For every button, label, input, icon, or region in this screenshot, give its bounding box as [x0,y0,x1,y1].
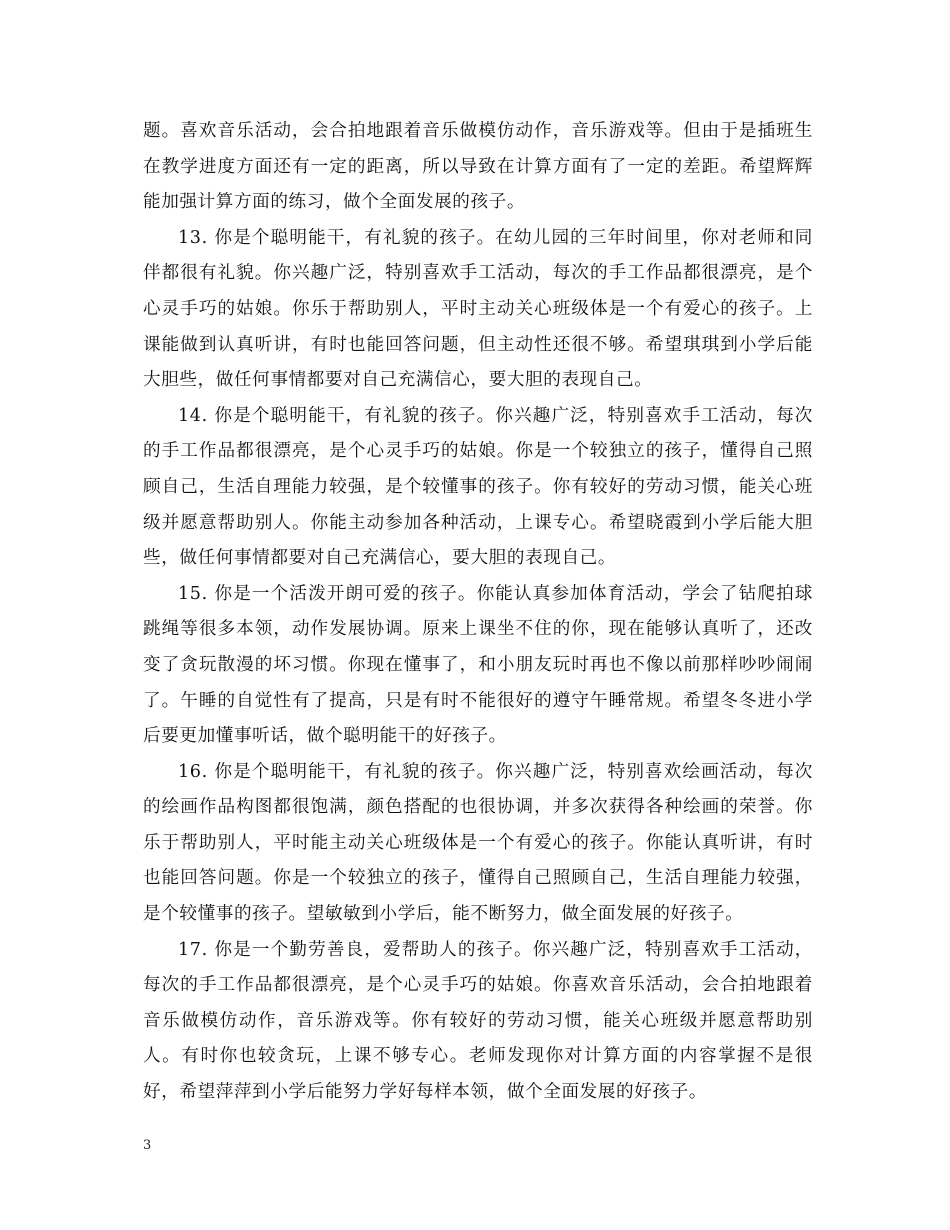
paragraph-continuation: 题。喜欢音乐活动，会合拍地跟着音乐做模仿动作，音乐游戏等。但由于是插班生在教学进度方面还有一定的距离，所以导致在计算方面有了一定的差距。希望辉辉能加强计算方面的练习，做个全面发展的孩子。 [143,121,813,213]
paragraph-15: 15. 你是一个活泼开朗可爱的孩子。你能认真参加体育活动，学会了钻爬拍球跳绳等很多本领，动作发展协调。原来上课坐不住的你，现在能够认真听了，还改变了贪玩散漫的坏习惯。你现在懂事了，和小朋友玩时再也不像以前那样吵吵闹闹了。午睡的自觉性有了提高，只是有时不能很好的遵守午睡常规。希望冬冬进小学后要更加懂事听话，做个聪明能干的好孩子。 [143,583,813,747]
document-body [143,114,813,1111]
page-number: 3 [143,1138,152,1153]
paragraph-13: 13. 你是个聪明能干，有礼貌的孩子。在幼儿园的三年时间里，你对老师和同伴都很有礼貌。你兴趣广泛，特别喜欢手工活动，每次的手工作品都很漂亮，是个心灵手巧的姑娘。你乐于帮助别人，平时主动关心班级体是一个有爱心的孩子。上课能做到认真听讲，有时也能回答问题，但主动性还很不够。希望琪琪到小学后能大胆些，做任何事情都要对自己充满信心，要大胆的表现自己。 [143,227,813,391]
paragraph-17: 17. 你是一个勤劳善良，爱帮助人的孩子。你兴趣广泛，特别喜欢手工活动，每次的手工作品都很漂亮，是个心灵手巧的姑娘。你喜欢音乐活动，会合拍地跟着音乐做模仿动作，音乐游戏等。你有较好的劳动习惯，能关心班级并愿意帮助别人。有时你也较贪玩，上课不够专心。老师发现你对计算方面的内容掌握不是很好，希望萍萍到小学后能努力学好每样本领，做个全面发展的好孩子。 [143,939,813,1103]
paragraph-16: 16. 你是个聪明能干，有礼貌的孩子。你兴趣广泛，特别喜欢绘画活动，每次的绘画作品构图都很饱满，颜色搭配的也很协调，并多次获得各种绘画的荣誉。你乐于帮助别人，平时能主动关心班级体是一个有爱心的孩子。你能认真听讲，有时也能回答问题。你是一个较独立的孩子，懂得自己照顾自己，生活自理能力较强，是个较懂事的孩子。望敏敏到小学后，能不断努力，做全面发展的好孩子。 [143,761,813,925]
paragraph-14: 14. 你是个聪明能干，有礼貌的孩子。你兴趣广泛，特别喜欢手工活动，每次的手工作品都很漂亮，是个心灵手巧的姑娘。你是一个较独立的孩子，懂得自己照顾自己，生活自理能力较强，是个较懂事的孩子。你有较好的劳动习惯，能关心班级并愿意帮助别人。你能主动参加各种活动，上课专心。希望晓霞到小学后能大胆些，做任何事情都要对自己充满信心，要大胆的表现自己。 [143,405,813,569]
